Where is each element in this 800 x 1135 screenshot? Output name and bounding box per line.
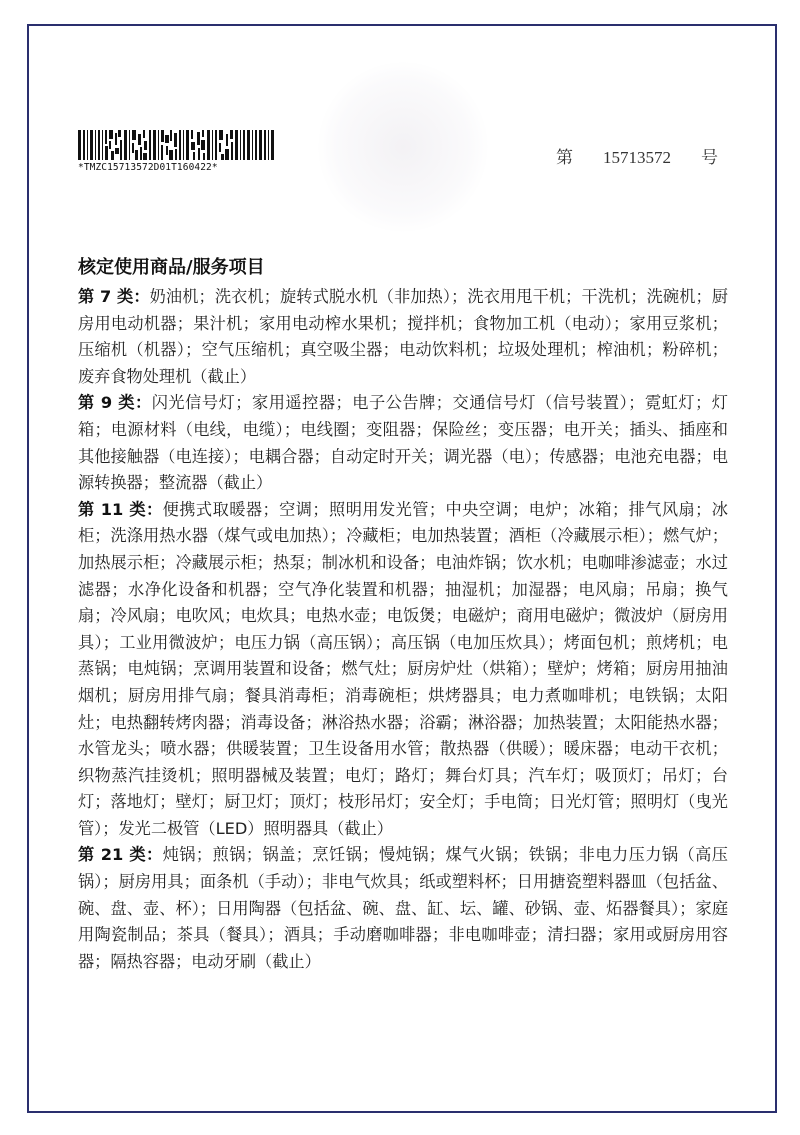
registration-number: [556, 143, 718, 168]
section-title: 核定使用商品/服务项目: [78, 257, 265, 278]
registration-prefix: 第: [556, 148, 573, 168]
class-21-block: [78, 842, 728, 975]
class-11-label: 第 11 类：: [78, 499, 163, 519]
class-7-block: [78, 284, 728, 390]
class-21-items: 炖锅；煎锅；锅盖；烹饪锅；慢炖锅；煤气火锅；铁锅；非电力压力锅（高压锅）；厨房用具；面条机（手动）；非电气炊具；纸或塑料杯；日用搪瓷塑料器皿（包括盆、碗、盘、壶、杯）；日用陶器（包括盆、碗、盘、缸、坛、罐、砂锅、壶、炻器餐具）；家庭用陶瓷制品；茶具（餐具）；酒具；手动磨咖啡器；非电咖啡壶；清扫器；家用或厨房用容器；隔热容器；电动牙刷（截止）: [78, 845, 728, 971]
class-21-label: 第 21 类：: [78, 845, 163, 865]
class-7-items: 奶油机；洗衣机；旋转式脱水机（非加热）；洗衣用甩干机；干洗机；洗碗机；厨房用电动机器；果汁机；家用电动榨水果机；搅拌机；食物加工机（电动）；家用豆浆机；压缩机（机器）；空气压缩机；真空吸尘器；电动饮料机；垃圾处理机；榨油机；粉碎机；废弃食物处理机（截止）: [78, 287, 728, 386]
class-9-items: 闪光信号灯；家用遥控器；电子公告牌；交通信号灯（信号装置）；霓虹灯；灯箱；电源材料（电线，电缆）；电线圈；变阻器；保险丝；变压器；电开关；插头、插座和其他接触器（电连接）；电耦合器；自动定时开关；调光器（电）；传感器；电池充电器；电源转换器；整流器（截止）: [78, 393, 728, 493]
goods-services-list: [78, 284, 728, 975]
barcode-block: [78, 130, 278, 173]
class-9-block: [78, 390, 728, 496]
class-11-block: [78, 497, 728, 843]
registration-number-value: 15713572: [603, 148, 671, 167]
class-7-label: 第 7 类：: [78, 287, 150, 306]
emblem-watermark: [318, 62, 488, 232]
registration-suffix: 号: [701, 148, 718, 168]
class-11-items: 便携式取暖器；空调；照明用发光管；中央空调；电炉；冰箱；排气风扇；冰柜；洗涤用热水器（煤气或电加热）；冷藏柜；电加热装置；酒柜（冷藏展示柜）；燃气炉；加热展示柜；冷藏展示柜；热泵；制冰机和设备；电油炸锅；饮水机；电咖啡渗滤壶；水过滤器；水净化设备和机器；空气净化装置和机器；抽湿机；加湿器；电风扇；吊扇；换气扇；冷风扇；电吹风；电炊具；电热水壶；电饭煲；电磁炉；商用电磁炉；微波炉（厨房用具）；工业用微波炉；电压力锅（高压锅）；高压锅（电加压炊具）；烤面包机；煎烤机；电蒸锅；电炖锅；烹调用装置和设备；燃气灶；厨房炉灶（烘箱）；壁炉；烤箱；厨房用抽油烟机；厨房用排气扇；餐具消毒柜；消毒碗柜；烘烤器具；电力煮咖啡机；电铁锅；太阳灶；电热翻转烤肉器；消毒设备；淋浴热水器；浴霸；淋浴器；加热装置；太阳能热水器；水管龙头；喷水器；供暖装置；卫生设备用水管；散热器（供暖）；暖床器；电动干衣机；织物蒸汽挂烫机；照明器械及装置；电灯；路灯；舞台灯具；汽车灯；吸顶灯；吊灯；台灯；落地灯；壁灯；厨卫灯；顶灯；枝形吊灯；安全灯；手电筒；日光灯管；照明灯（曳光管）；发光二极管（LED）照明器具（截止）: [78, 499, 728, 838]
barcode-image: [78, 130, 278, 160]
barcode-caption: *TMZC15713572D01T160422*: [78, 162, 218, 173]
class-9-label: 第 9 类：: [78, 393, 152, 413]
